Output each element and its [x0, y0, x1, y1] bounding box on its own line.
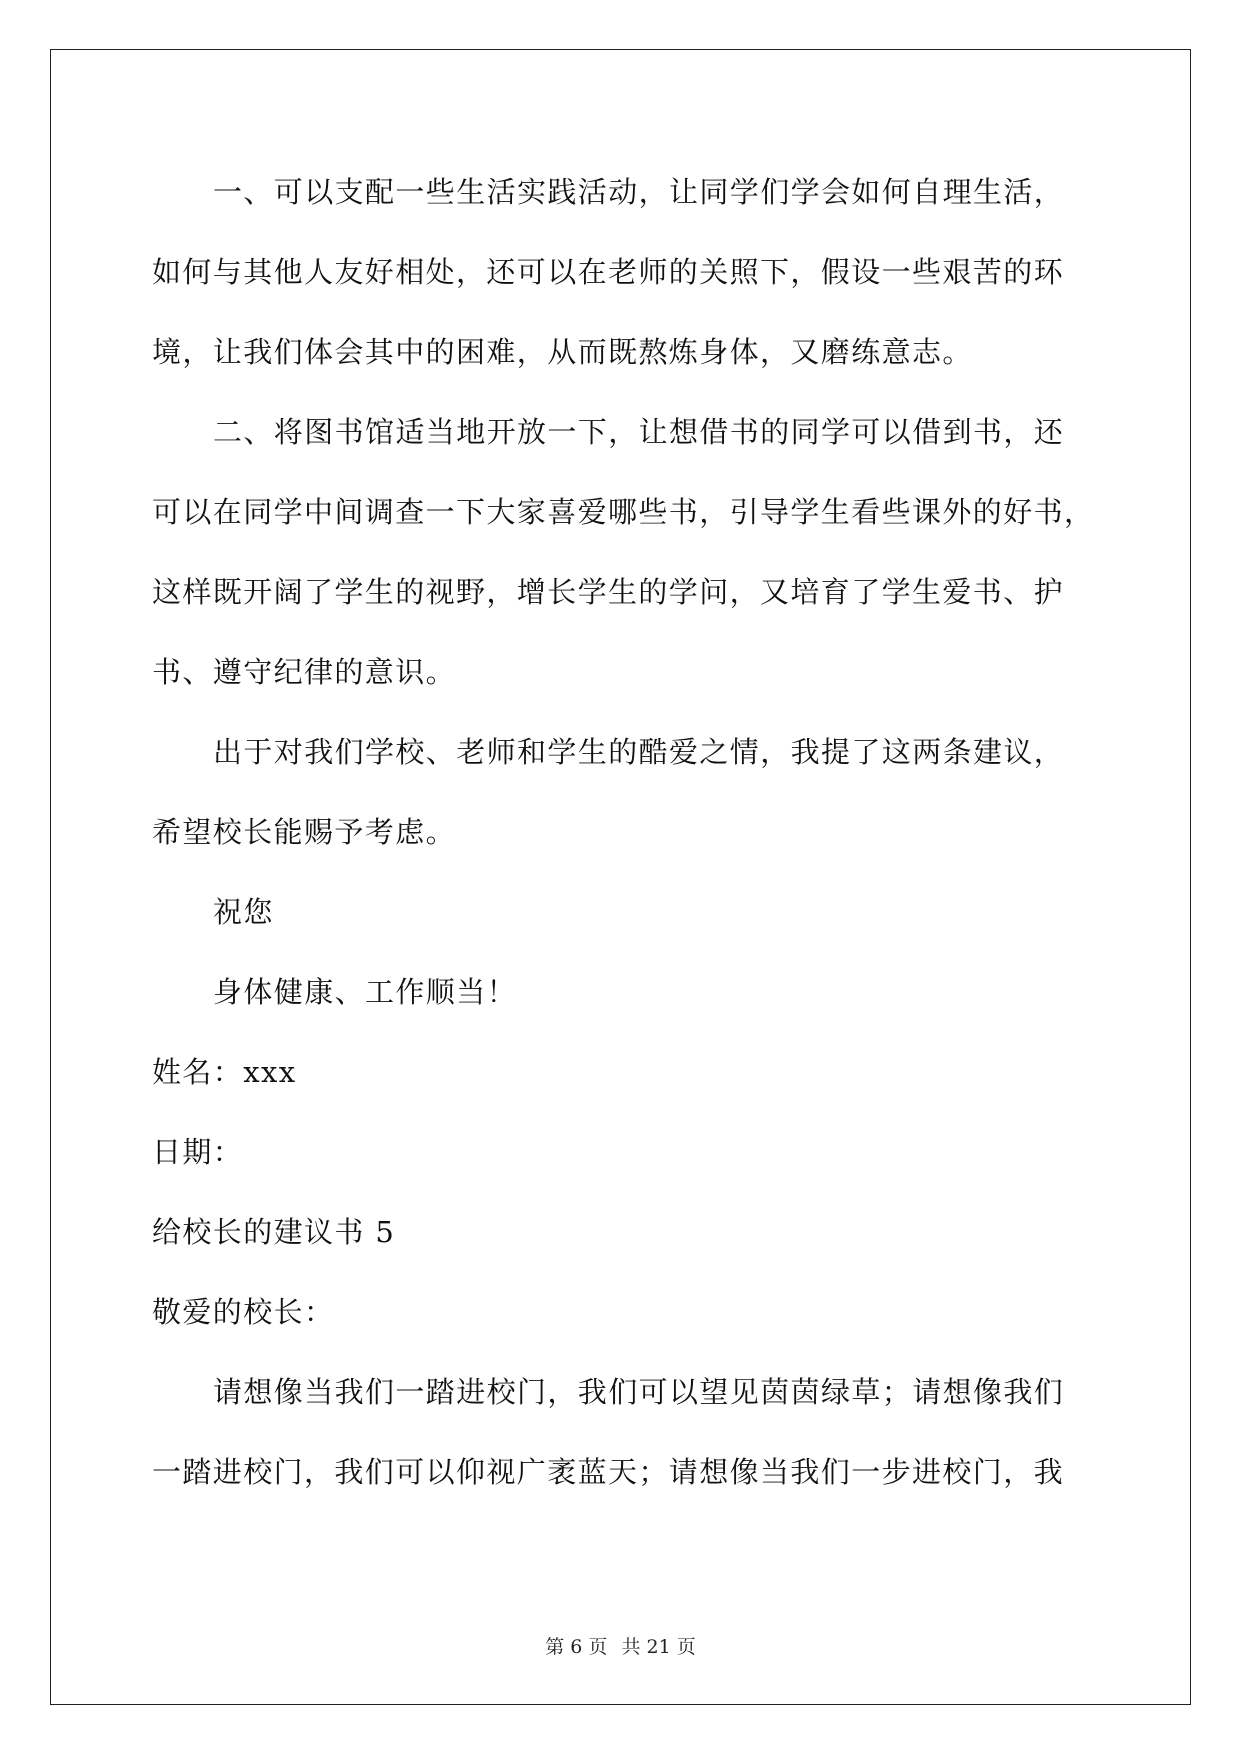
text-line: 书、遵守纪律的意识。 [152, 655, 457, 689]
page-number: 第 6 页 [545, 1636, 608, 1658]
text-line: 出于对我们学校、老师和学生的酷爱之情，我提了这两条建议， [213, 735, 1065, 769]
signature-date: 日期： [152, 1135, 244, 1169]
text-line: 希望校长能赐予考虑。 [152, 815, 457, 849]
text-line: 境，让我们体会其中的困难，从而既熬炼身体，又磨练意志。 [152, 335, 973, 369]
closing-greeting: 祝您 [213, 895, 274, 929]
document-body [152, 152, 1112, 1512]
signature-name: 姓名：xxx [152, 1055, 297, 1089]
section-title: 给校长的建议书 5 [152, 1215, 396, 1249]
page-footer [0, 1632, 1241, 1659]
page-total: 共 21 页 [621, 1636, 696, 1658]
closing-wish: 身体健康、工作顺当！ [213, 975, 518, 1009]
text-line: 请想像当我们一踏进校门，我们可以望见茵茵绿草；请想像我们 [213, 1375, 1065, 1409]
text-line: 一踏进校门，我们可以仰视广袤蓝天；请想像当我们一步进校门，我 [152, 1455, 1065, 1489]
text-line: 二、将图书馆适当地开放一下，让想借书的同学可以借到书，还 [213, 415, 1065, 449]
text-line: 一、可以支配一些生活实践活动，让同学们学会如何自理生活， [213, 175, 1065, 209]
text-line: 这样既开阔了学生的视野，增长学生的学问，又培育了学生爱书、护 [152, 575, 1065, 609]
salutation: 敬爱的校长： [152, 1295, 335, 1329]
text-line: 可以在同学中间调查一下大家喜爱哪些书，引导学生看些课外的好书， [152, 495, 1095, 529]
text-line: 如何与其他人友好相处，还可以在老师的关照下，假设一些艰苦的环 [152, 255, 1065, 289]
